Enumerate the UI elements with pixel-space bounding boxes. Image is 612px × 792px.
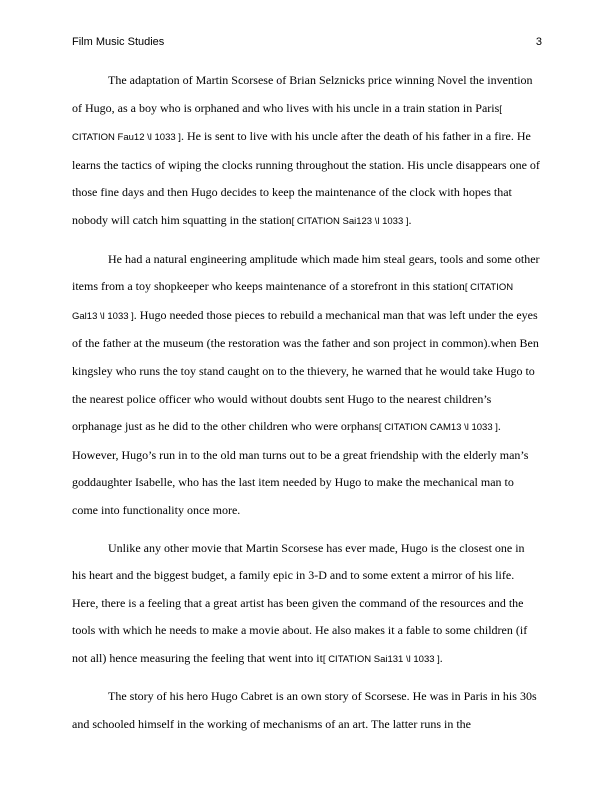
body-text: [72, 67, 540, 749]
paragraph-text: He had a natural engineering amplitude which made him steal gears, tools and some other items from a toy shopkeeper who keeps maintenance of a storefront in this station: [72, 251, 540, 294]
paragraph-text: Unlike any other movie that Martin Scorsese has ever made, Hugo is the closest one in his heart and the biggest budget, a family epic in 3-D and to some extent a mirror of his life. Here, there is a feeling that a great artist has been given the command of the resources and the tools with which he needs to make a movie about. He also makes it a fable to some children (if not all) hence measuring the feeling that went into it: [72, 540, 528, 665]
citation-field: [ CITATION Sai123 \l 1033 ]: [291, 215, 409, 227]
header-title: Film Music Studies: [72, 36, 165, 48]
paragraph-text: . Hugo needed those pieces to rebuild a mechanical man that was left under the eyes of the father at the museum (the restoration was the father and son project in common).when Ben kingsley who runs the toy stand caught on to the thievery, he warned that he would take Hugo to the nearest police officer who would without doubts sent Hugo to the nearest children’s orphanage just as he did to the other children who were orphans: [72, 307, 539, 434]
paragraph-text: The story of his hero Hugo Cabret is an own story of Scorsese. He was in Paris in his 30s and schooled himself in the working of mechanisms of an art. The latter runs in the: [72, 689, 537, 732]
citation-field: [ CITATION Gal13 \l 1033 ]: [72, 282, 514, 322]
citation-field: [ CITATION Sai131 \l 1033 ]: [322, 653, 440, 665]
paragraph-text: .: [408, 212, 412, 227]
paragraph-1: [72, 67, 540, 236]
page-header: [72, 36, 542, 52]
paragraph-4: [72, 683, 540, 738]
citation-field: [ CITATION CAM13 \l 1033 ]: [378, 422, 498, 434]
paragraph-3: [72, 535, 540, 674]
paragraph-text: . He is sent to live with his uncle after the death of his father in a fire. He learns the tactics of wiping the clocks running throughout the station. His uncle disappears one of those fine days and then Hugo decides to keep the maintenance of the clock with hopes that nobody will catch him squatting in the station: [72, 129, 540, 227]
paragraph-text: . However, Hugo’s run in to the old man turns out to be a great friendship with the elderly man’s goddaughter Isabelle, who has the last item needed by Hugo to make the mechanical man to come into functionality once more.: [72, 419, 529, 517]
paragraph-2: [72, 246, 540, 525]
page-number: 3: [535, 36, 542, 48]
paragraph-text: .: [439, 650, 443, 665]
citation-field: [ CITATION Fau12 \l 1033 ]: [72, 103, 502, 144]
paragraph-text: The adaptation of Martin Scorsese of Brian Selznicks price winning Novel the invention of Hugo, as a boy who is orphaned and who lives with his uncle in a train station in Paris: [72, 73, 533, 115]
